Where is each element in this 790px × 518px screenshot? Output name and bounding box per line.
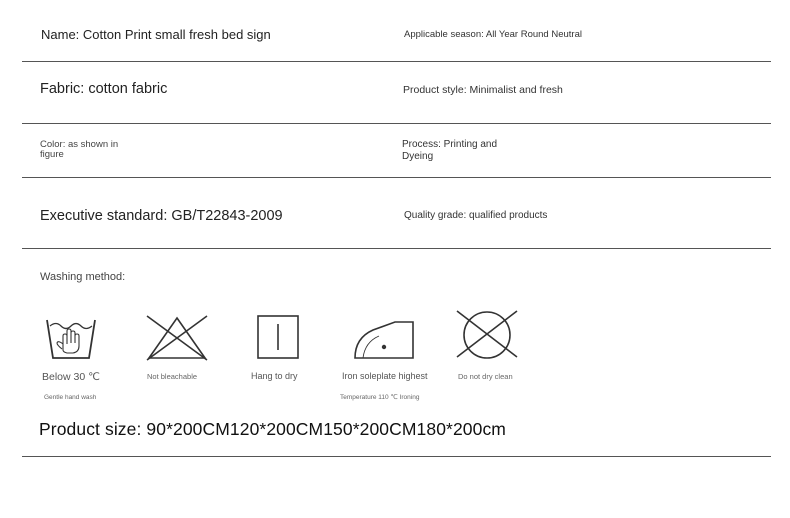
no-dry-clean-label: Do not dry clean <box>458 372 513 381</box>
iron-icon <box>351 316 415 362</box>
spec-quality: Quality grade: qualified products <box>404 210 548 221</box>
no-bleach-label: Not bleachable <box>147 372 198 381</box>
divider <box>22 248 771 249</box>
spec-process-line2: Dyeing <box>402 151 434 162</box>
spec-color <box>40 140 118 160</box>
spec-process <box>402 139 497 163</box>
spec-process-line1: Process: Printing and <box>402 139 498 150</box>
spec-color-line1: Color: as shown in <box>40 139 119 150</box>
spec-fabric: Fabric: cotton fabric <box>40 81 168 97</box>
washing-heading: Washing method: <box>40 271 126 283</box>
product-size: Product size: 90*200CM120*200CM150*200CM180*200cm <box>39 419 506 439</box>
hang-dry-label: Hang to dry <box>251 371 298 381</box>
no-dry-clean-icon <box>455 309 519 361</box>
iron-sublabel: Temperature 110 ℃ Ironing <box>340 394 420 401</box>
spec-season: Applicable season: All Year Round Neutral <box>404 29 582 40</box>
spec-color-line2: figure <box>40 149 64 160</box>
divider <box>22 123 771 124</box>
spec-name: Name: Cotton Print small fresh bed sign <box>41 27 271 42</box>
hand-wash-label: Below 30 ℃ <box>42 371 100 383</box>
no-bleach-icon <box>145 314 209 362</box>
spec-style: Product style: Minimalist and fresh <box>403 84 563 96</box>
hand-wash-sublabel: Gentle hand wash <box>44 394 97 401</box>
divider <box>22 456 771 457</box>
iron-label: Iron soleplate highest <box>342 371 428 381</box>
divider <box>22 177 771 178</box>
hand-wash-icon <box>45 316 97 362</box>
spec-standard: Executive standard: GB/T22843-2009 <box>40 208 283 224</box>
divider <box>22 61 771 62</box>
hang-dry-icon <box>256 314 300 360</box>
